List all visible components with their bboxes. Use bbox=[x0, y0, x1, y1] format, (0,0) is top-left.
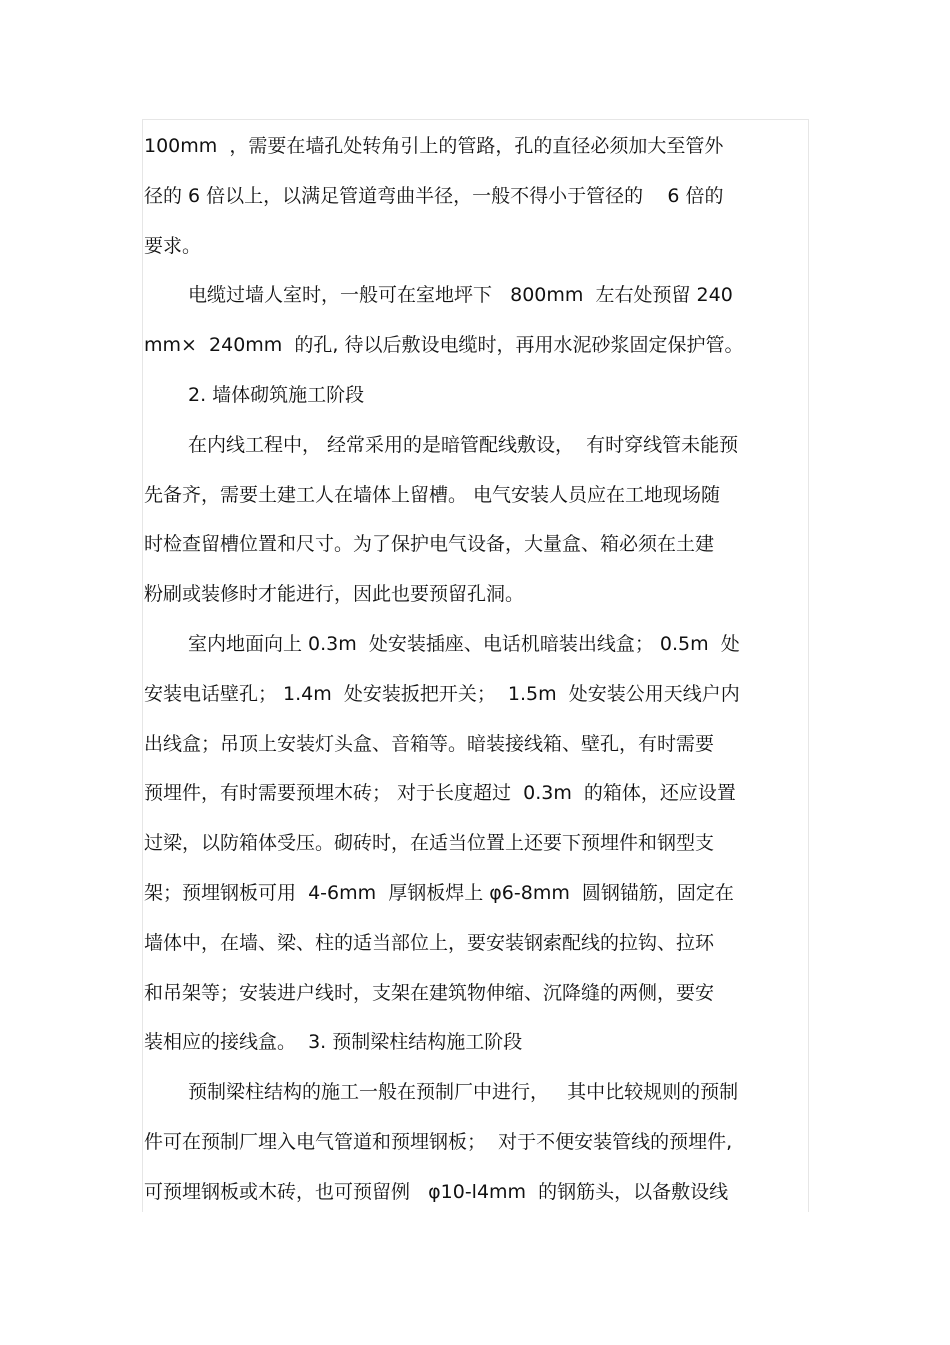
text-line: 可预埋钢板或木砖，也可预留例 φ10-l4mm 的钢筋头，以备敷设线 bbox=[144, 1180, 729, 1203]
text-line: 粉刷或装修时才能进行，因此也要预留孔洞。 bbox=[144, 583, 525, 606]
text-line: 墙体中，在墙、梁、柱的适当部位上，要安装钢索配线的拉钩、拉环 bbox=[144, 931, 715, 954]
text-line: 100mm ，需要在墙孔处转角引上的管路，孔的直径必须加大至管外 bbox=[144, 135, 724, 157]
text-line: 径的 6 倍以上，以满足管道弯曲半径，一般不得小于管径的 6 倍的 bbox=[144, 184, 724, 207]
text-line: 出线盒；吊顶上安装灯头盒、音箱等。暗装接线箱、壁孔，有时需要 bbox=[144, 732, 715, 755]
text-line: 和吊架等；安装进户线时，支架在建筑物伸缩、沉降缝的两侧，要安 bbox=[144, 981, 715, 1004]
text-line: 时检查留槽位置和尺寸。为了保护电气设备，大量盒、箱必须在土建 bbox=[144, 533, 715, 556]
text-line: 电缆过墙人室时，一般可在室地坪下 800mm 左右处预留 240 bbox=[188, 284, 733, 307]
text-line: 预制梁柱结构的施工一般在预制厂中进行， 其中比较规则的预制 bbox=[188, 1081, 739, 1104]
text-line: 安装电话壁孔； 1.4m 处安装扳把开关； 1.5m 处安装公用天线户内 bbox=[144, 682, 740, 705]
document-body bbox=[144, 122, 806, 1218]
text-line: 装相应的接线盒。 3. 预制梁柱结构施工阶段 bbox=[144, 1031, 523, 1054]
text-line: 先备齐，需要土建工人在墙体上留槽。 电气安装人员应在工地现场随 bbox=[144, 483, 721, 506]
text-line: 在内线工程中， 经常采用的是暗管配线敷设， 有时穿线管未能预 bbox=[188, 433, 739, 456]
text-line: 过梁，以防箱体受压。砌砖时，在适当位置上还要下预埋件和钢型支 bbox=[144, 832, 715, 855]
text-line: mm× 240mm 的孔, 待以后敷设电缆时，再用水泥砂浆固定保护管。 bbox=[144, 334, 744, 357]
text-line: 要求。 bbox=[144, 234, 202, 257]
text-line: 件可在预制厂埋入电气管道和预埋钢板； 对于不便安装管线的预埋件, bbox=[144, 1130, 733, 1153]
text-line: 2. 墙体砌筑施工阶段 bbox=[188, 383, 365, 406]
text-line: 架；预埋钢板可用 4-6mm 厚钢板焊上 φ6-8mm 圆钢锚筋，固定在 bbox=[144, 881, 734, 904]
text-line: 预埋件，有时需要预埋木砖； 对于长度超过 0.3m 的箱体，还应设置 bbox=[144, 782, 736, 805]
text-line: 室内地面向上 0.3m 处安装插座、电话机暗装出线盒； 0.5m 处 bbox=[188, 632, 740, 655]
